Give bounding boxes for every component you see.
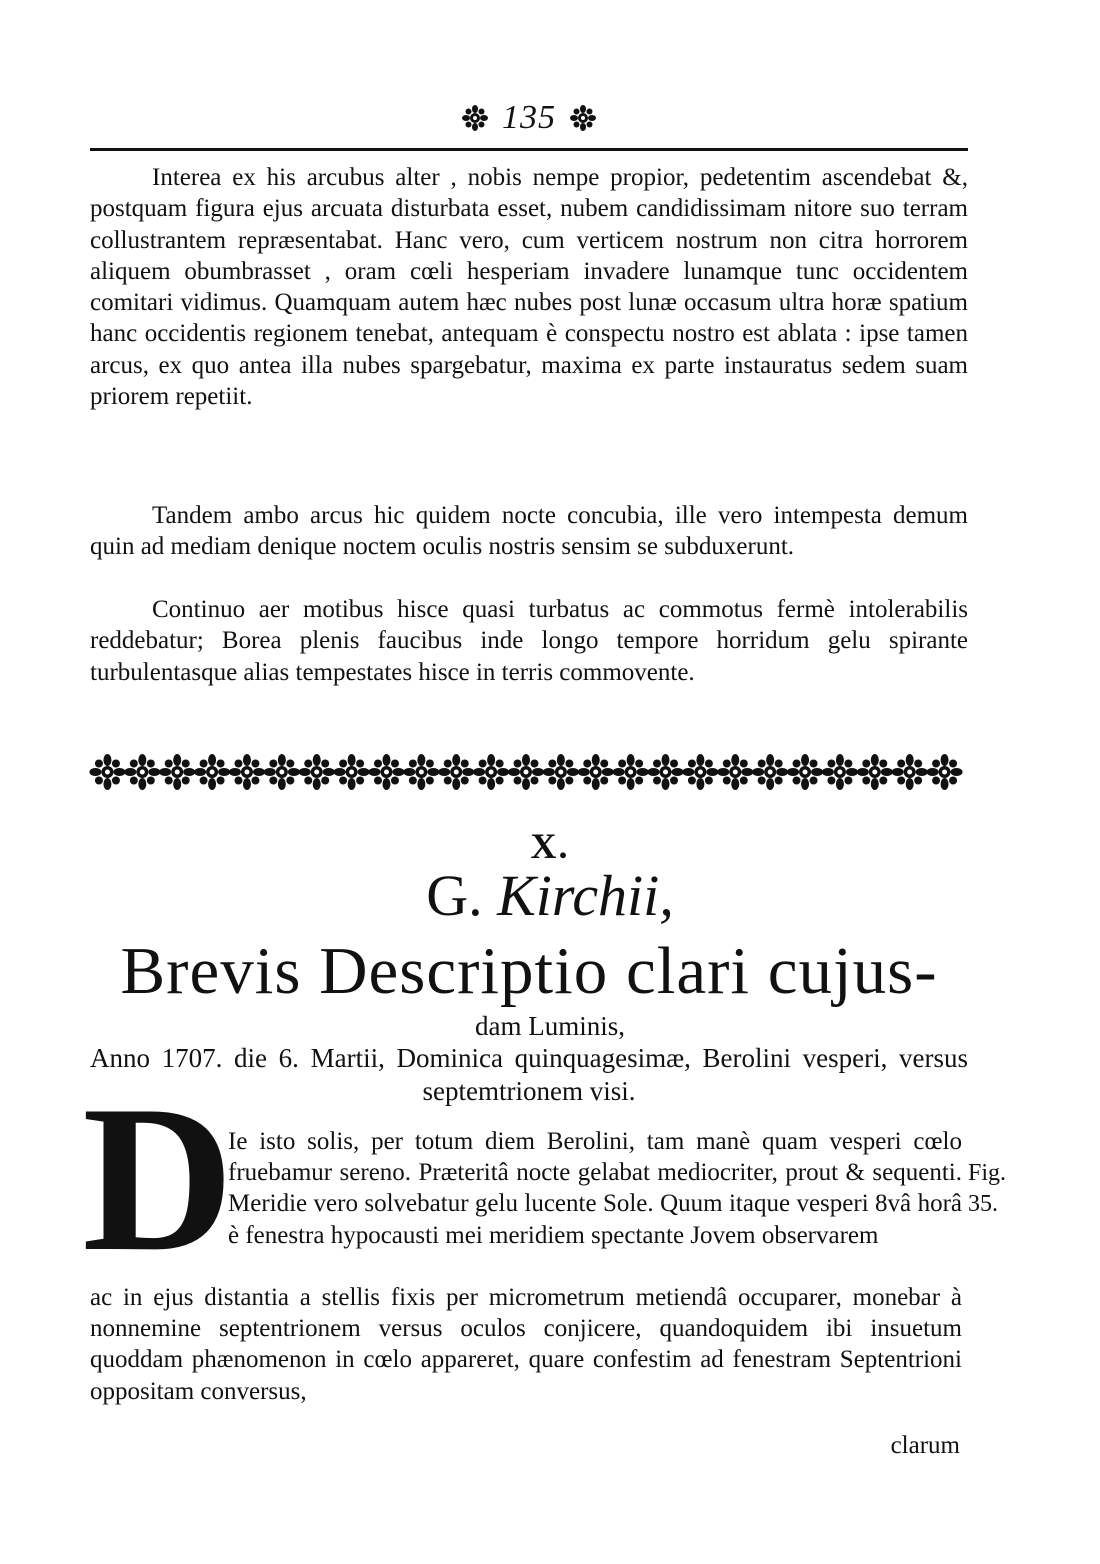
author-initial: G. (426, 863, 483, 928)
figure-number: 35. (968, 1191, 998, 1217)
ornament-band (90, 752, 962, 792)
ornament-flower-icon (334, 754, 370, 790)
paragraph-3: Continuo aer motibus hisce quasi turbatus ac commotus fermè intolerabilis reddebatur; Borea plenis faucibus inde longo tempore horridum gelu spirante turbulentasque alias tempestates hisce in terris commovente. (90, 596, 968, 686)
ornament-flower-icon (403, 754, 439, 790)
page-number: 135 (502, 99, 556, 136)
ornament-flower-icon (229, 754, 265, 790)
ornament-flower-icon (194, 754, 230, 790)
ornament-flower-icon (682, 754, 718, 790)
page-header (90, 100, 968, 136)
continuation-paragraph: ac in ejus distantia a stellis fixis per micrometrum metiendâ occuparer, monebar à nonnemine septentrionem versus oculos conjicere, quandoquidem ibi insuetum quoddam phænomenon in cœlo appareret, quare confestim ad fenestram Septentrioni oppositam conversus, (90, 1284, 962, 1405)
drop-cap: D (82, 1063, 234, 1295)
ornament-flower-icon (159, 754, 195, 790)
ornament-flower-icon (613, 754, 649, 790)
main-title-continuation: dam Luminis, (475, 1011, 625, 1041)
ornament-flower-icon (717, 754, 753, 790)
ornament-flower-icon (124, 754, 160, 790)
ornament-flower-icon (368, 754, 404, 790)
ornament-flower-icon (927, 754, 963, 790)
floral-ornament-icon (462, 105, 488, 131)
ornament-flower-icon (787, 754, 823, 790)
section-number: X. (530, 826, 570, 866)
paragraph-2: Tandem ambo arcus hic quidem nocte concubia, ille vero intempesta demum quin ad mediam denique noctem oculis nostris sensim se subduxerunt. (90, 502, 968, 561)
catchword: clarum (890, 1432, 960, 1459)
author-line (0, 858, 1100, 934)
figure-reference (968, 1158, 1018, 1220)
ornament-flower-icon (892, 754, 928, 790)
ornament-flower-icon (822, 754, 858, 790)
ornament-flower-icon (473, 754, 509, 790)
ornament-flower-icon (438, 754, 474, 790)
ornament-flower-icon (264, 754, 300, 790)
ornament-flower-icon (543, 754, 579, 790)
ornament-flower-icon (89, 754, 125, 790)
author-name: Kirchii, (497, 863, 674, 928)
header-rule (90, 148, 968, 151)
ornament-flower-icon (578, 754, 614, 790)
main-title: Brevis Descriptio clari cujus- (120, 934, 938, 1008)
figure-label: Fig. (968, 1160, 1007, 1186)
ornament-flower-icon (857, 754, 893, 790)
subtitle: Anno 1707. die 6. Martii, Dominica quinquagesimæ, Berolini vesperi, versus septemtrionem visi. (90, 1043, 968, 1106)
ornament-flower-icon (508, 754, 544, 790)
floral-ornament-icon (570, 105, 596, 131)
ornament-flower-icon (752, 754, 788, 790)
paragraph-1: Interea ex his arcubus alter , nobis nempe propior, pedetentim ascendebat &, postquam figura ejus arcuata disturbata esset, nubem candidissimam nitore suo terram collustrantem repræsentabat. Hanc vero, cum verticem nostrum non citra horrorem aliquem obumbrasset , oram cœli hesperiam invadere lunamque tunc occidentem comitari vidimus. Quamquam autem hæc nubes post lunæ occasum ultra horæ spatium hanc occidentis regionem tenebat, antequam è conspectu nostro est ablata : ipse tamen arcus, ex quo antea illa nubes spargebatur, maxima ex parte instauratus sedem suam priorem repetiit. (90, 164, 968, 411)
ornament-flower-icon (299, 754, 335, 790)
ornament-flower-icon (648, 754, 684, 790)
drop-cap-paragraph: Ie isto solis, per totum diem Berolini, tam manè quam vesperi cœlo fruebamur sereno. Præteritâ nocte gelabat mediocriter, prout & sequenti. Meridie vero solvebatur gelu lucente Sole. Quum itaque vesperi 8vâ horâ è fenestra hypocausti mei meridiem spectante Jovem observarem (228, 1128, 962, 1249)
